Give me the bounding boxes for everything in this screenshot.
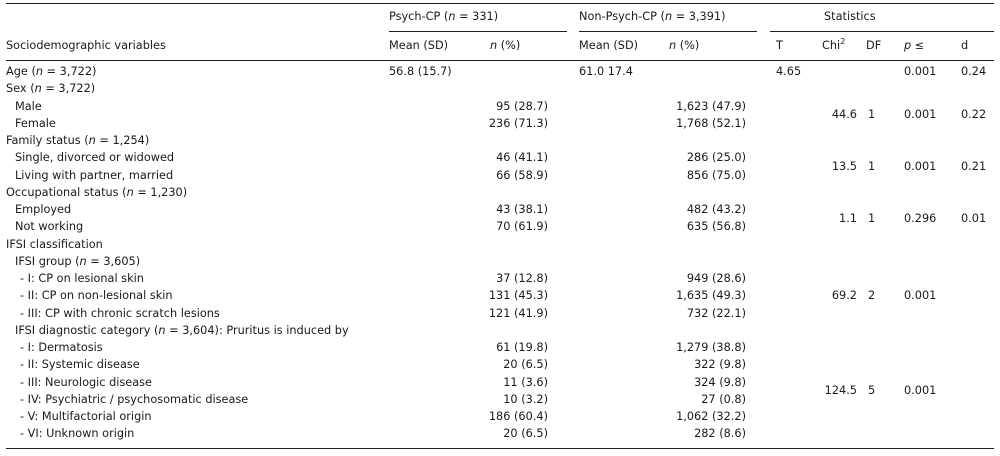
d-cell: 0.01 [961,212,987,225]
column-header-d: d [961,39,969,52]
p-cell: 0.001 [904,108,937,121]
row-label: - V: Multifactorial origin [20,410,152,423]
psych-n-cell: 11 (3.6) [503,376,548,389]
row-label: Not working [15,220,84,233]
p-cell: 0.001 [904,160,937,173]
row-label: IFSI classification [6,238,103,251]
nonpsych-n-cell: 1,062 (32.2) [676,410,746,423]
row-label: - III: Neurologic disease [20,376,152,389]
top-rule [6,3,994,4]
df-cell: 5 [868,384,876,397]
nonpsych-n-cell: 1,623 (47.9) [676,100,746,113]
row-label: - IV: Psychiatric / psychosomatic disease [20,393,249,406]
d-cell: 0.21 [961,160,987,173]
column-header-p: p ≤ [904,39,925,52]
p-cell: 0.001 [904,289,937,302]
nonpsych-mean-cell: 61.0 17.4 [579,65,633,78]
row-label: - III: CP with chronic scratch lesions [20,307,220,320]
row-label: Sex (n = 3,722) [6,82,96,95]
psych-n-cell: 37 (12.8) [496,272,548,285]
psych-n-cell: 61 (19.8) [496,341,548,354]
psych-n-cell: 43 (38.1) [496,203,548,216]
df-cell: 2 [868,289,876,302]
nonpsych-n-cell: 286 (25.0) [686,151,746,164]
psych-n-cell: 236 (71.3) [488,117,548,130]
t-cell: 4.65 [776,65,802,78]
chi2-cell: 44.6 [831,108,857,121]
p-cell: 0.001 [904,384,937,397]
nonpsych-n-cell: 282 (8.6) [694,427,746,440]
row-label: - II: CP on non-lesional skin [20,289,173,302]
df-cell: 1 [868,212,876,225]
row-label: Employed [15,203,72,216]
column-header-chi2: Chi$^2$ [822,37,846,52]
nonpsych-n-cell: 322 (9.8) [694,358,746,371]
group-rule-psych [389,31,567,32]
row-label: - I: CP on lesional skin [20,272,144,285]
psych-n-cell: 95 (28.7) [496,100,548,113]
p-cell: 0.296 [904,212,937,225]
nonpsych-n-cell: 482 (43.2) [686,203,746,216]
column-header-variables: Sociodemographic variables [6,39,166,52]
row-label: - I: Dermatosis [20,341,103,354]
psych-n-cell: 20 (6.5) [503,358,548,371]
row-label: Single, divorced or widowed [15,151,175,164]
chi2-cell: 124.5 [824,384,857,397]
psych-n-cell: 46 (41.1) [496,151,548,164]
column-header-t: T [776,39,783,52]
psych-n-cell: 121 (41.9) [488,307,548,320]
df-cell: 1 [868,108,876,121]
d-cell: 0.22 [961,108,987,121]
bottom-rule [6,448,994,449]
nonpsych-n-cell: 856 (75.0) [686,169,746,182]
column-header-nonpsych-n: n (%) [669,39,700,52]
nonpsych-n-cell: 324 (9.8) [694,376,746,389]
row-label: Age (n = 3,722) [6,65,97,78]
chi2-cell: 1.1 [839,212,857,225]
header-rule [6,60,994,61]
row-label: IFSI diagnostic category (n = 3,604): Pruritus is induced by [15,324,349,337]
chi2-cell: 69.2 [831,289,857,302]
row-label: Occupational status (n = 1,230) [6,186,188,199]
nonpsych-n-cell: 27 (0.8) [701,393,746,406]
row-label: - II: Systemic disease [20,358,140,371]
nonpsych-n-cell: 1,279 (38.8) [676,341,746,354]
column-header-psych-mean: Mean (SD) [389,39,449,52]
group-rule-nonpsych [579,31,757,32]
psych-n-cell: 20 (6.5) [503,427,548,440]
group-rule-statistics [770,31,994,32]
column-header-psych-n: n (%) [490,39,521,52]
psych-n-cell: 186 (60.4) [488,410,548,423]
psych-mean-cell: 56.8 (15.7) [389,65,452,78]
psych-n-cell: 131 (45.3) [488,289,548,302]
column-header-nonpsych-mean: Mean (SD) [579,39,639,52]
row-label: Female [15,117,56,130]
nonpsych-n-cell: 1,635 (49.3) [676,289,746,302]
row-label: Male [15,100,42,113]
row-label: Family status (n = 1,254) [6,134,150,147]
group-header-nonpsych: Non-Psych-CP (n = 3,391) [579,10,726,23]
row-label: - VI: Unknown origin [20,427,135,440]
column-header-df: DF [866,39,882,52]
group-header-statistics: Statistics [824,10,876,23]
nonpsych-n-cell: 949 (28.6) [686,272,746,285]
nonpsych-n-cell: 732 (22.1) [686,307,746,320]
psych-n-cell: 70 (61.9) [496,220,548,233]
p-cell: 0.001 [904,65,937,78]
psych-n-cell: 66 (58.9) [496,169,548,182]
group-header-psych: Psych-CP (n = 331) [389,10,499,23]
row-label: IFSI group (n = 3,605) [15,255,141,268]
psych-n-cell: 10 (3.2) [503,393,548,406]
df-cell: 1 [868,160,876,173]
row-label: Living with partner, married [15,169,174,182]
nonpsych-n-cell: 635 (56.8) [686,220,746,233]
nonpsych-n-cell: 1,768 (52.1) [676,117,746,130]
d-cell: 0.24 [961,65,987,78]
chi2-cell: 13.5 [831,160,857,173]
